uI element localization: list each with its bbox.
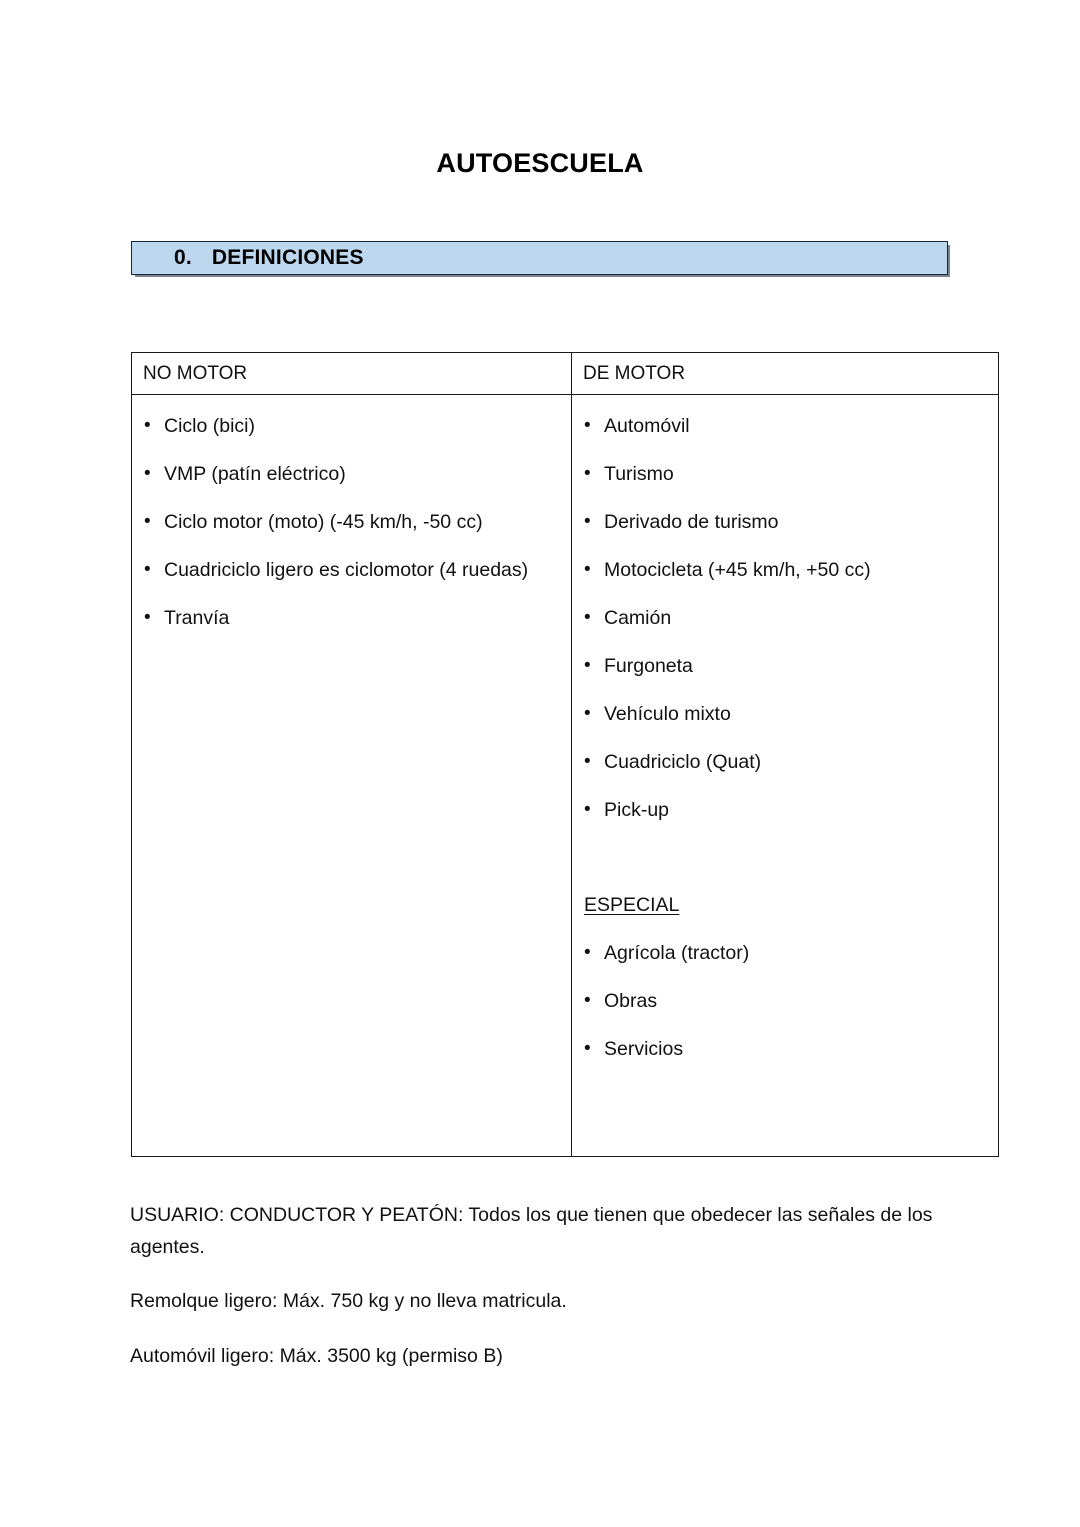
list-item: • Vehículo mixto [582, 705, 986, 725]
list-item: • Turismo [582, 465, 986, 485]
note-automovil-ligero: Automóvil ligero: Máx. 3500 kg (permiso B) [130, 1344, 503, 1367]
section-header-definiciones [131, 241, 948, 275]
section-title: DEFINICIONES [211, 246, 364, 269]
list-item: • Servicios [582, 1040, 986, 1060]
no-motor-list [142, 417, 559, 629]
list-item: • Furgoneta [582, 657, 986, 677]
list-item: • Obras [582, 992, 986, 1012]
list-item: • VMP (patín eléctrico) [142, 465, 559, 485]
notes-section [130, 1200, 960, 1395]
table-header-no-motor: NO MOTOR [132, 353, 572, 394]
de-motor-list [582, 417, 986, 821]
especial-subheading: ESPECIAL [584, 894, 680, 916]
list-item: • Automóvil [582, 417, 986, 437]
list-item: • Cuadriciclo (Quat) [582, 753, 986, 773]
especial-list [582, 944, 986, 1060]
list-item: • Tranvía [142, 609, 559, 629]
list-item: • Cuadriciclo ligero es ciclomotor (4 ruedas) [142, 561, 559, 581]
list-item: • Motocicleta (+45 km/h, +50 cc) [582, 561, 986, 581]
definitions-table [131, 352, 999, 1157]
note-remolque-ligero: Remolque ligero: Máx. 750 kg y no lleva matricula. [130, 1290, 567, 1313]
list-item: • Ciclo (bici) [142, 417, 559, 437]
list-spacer [582, 849, 986, 896]
note-usuario: USUARIO: CONDUCTOR Y PEATÓN: Todos los que tienen que obedecer las señales de los agentes. [130, 1204, 933, 1258]
list-item: • Agrícola (tractor) [582, 944, 986, 964]
table-header-de-motor: DE MOTOR [583, 362, 686, 384]
list-item: • Pick-up [582, 801, 986, 821]
table-header-row [132, 353, 998, 395]
table-cell-de-motor [572, 395, 998, 1156]
page-title: AUTOESCUELA [436, 148, 644, 179]
list-item: • Derivado de turismo [582, 513, 986, 533]
table-cell-no-motor [132, 395, 572, 1156]
section-number: 0. [174, 246, 192, 269]
list-item: • Camión [582, 609, 986, 629]
table-body-row [132, 395, 998, 1156]
list-item: • Ciclo motor (moto) (-45 km/h, -50 cc) [142, 513, 559, 533]
